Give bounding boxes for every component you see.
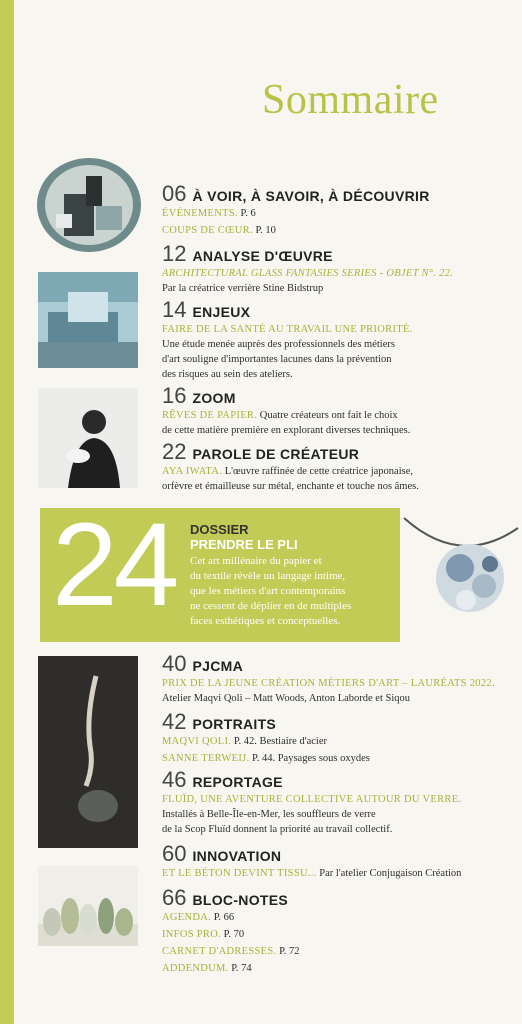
toc-entry-42[interactable]: 42 PORTRAITS MAQVI QOLI. P. 42. Bestiaire d'acier SANNE TERWEIJ. P. 44. Paysages sous oxydes — [162, 709, 370, 764]
toc-entry-66[interactable]: 66 BLOC-NOTES AGENDA. P. 66 INFOS PRO. P. 70 CARNET D'ADRESSES. P. 72 ADDENDUM. P. 74 — [162, 885, 300, 974]
toc-entry-12[interactable]: 12 ANALYSE D'ŒUVRE ARCHITECTURAL GLASS FANTASIES SERIES - OBJET N°. 22. Par la créatrice verrière Stine Bidstrup — [162, 241, 454, 294]
toc-entry-46[interactable]: 46 REPORTAGE FLUÏD, UNE AVENTURE COLLECTIVE AUTOUR DU VERRE. Installés à Belle-Île-en-Mer, les souffleurs de verre de la Scop Fluïd donnent la priorité au travail collectif. — [162, 767, 462, 835]
toc-entry-60[interactable]: 60 INNOVATION ET LE BÉTON DEVINT TISSU... Par l'atelier Conjugaison Création — [162, 841, 462, 879]
green-side-bar — [0, 0, 14, 1024]
toc-entry-16[interactable]: 16 ZOOM RÊVES DE PAPIER. Quatre créateurs ont fait le choix de cette matière première en explorant diverses techniques. — [162, 383, 411, 436]
glass-sculpture-image — [38, 272, 138, 368]
dossier-number: 24 — [52, 499, 176, 631]
toc-entry-22[interactable]: 22 PAROLE DE CRÉATEUR AYA IWATA. L'œuvre raffinée de cette créatrice japonaise, orfèvre et émailleuse sur métal, enchante et touche nos âmes. — [162, 439, 419, 492]
toc-entry-14[interactable]: 14 ENJEUX FAIRE DE LA SANTÉ AU TRAVAIL UNE PRIORITÉ. Une étude menée auprès des professionnels des métiers d'art souligne d'importantes lacunes dans la prévention des risques au sein des ateliers. — [162, 297, 413, 380]
portrait-zoom-image — [38, 388, 138, 488]
jewelry-image — [400, 508, 522, 644]
glass-sculpture-dark-image — [38, 656, 138, 848]
page-title: Sommaire — [262, 77, 439, 123]
vases-image — [38, 866, 138, 946]
dossier-text: DOSSIER PRENDRE LE PLI Cet art millénaire du papier et du textile révèle un langage intime, que les métiers d'art contemporains ne cessent de déplier en de multiples faces esthétiques et conceptuelles. — [190, 522, 352, 627]
toc-entry-40[interactable]: 40 PJCMA PRIX DE LA JEUNE CRÉATION MÉTIERS D'ART – LAURÉATS 2022. Atelier Maqvi Qoli – Matt Woods, Anton Laborde et Siqou — [162, 651, 495, 704]
glass-plate-image — [36, 156, 142, 254]
toc-entry-06[interactable]: 06 À VOIR, À SAVOIR, À DÉCOUVRIR ÉVÉNEMENTS. P. 6 COUPS DE CŒUR. P. 10 — [162, 181, 430, 236]
